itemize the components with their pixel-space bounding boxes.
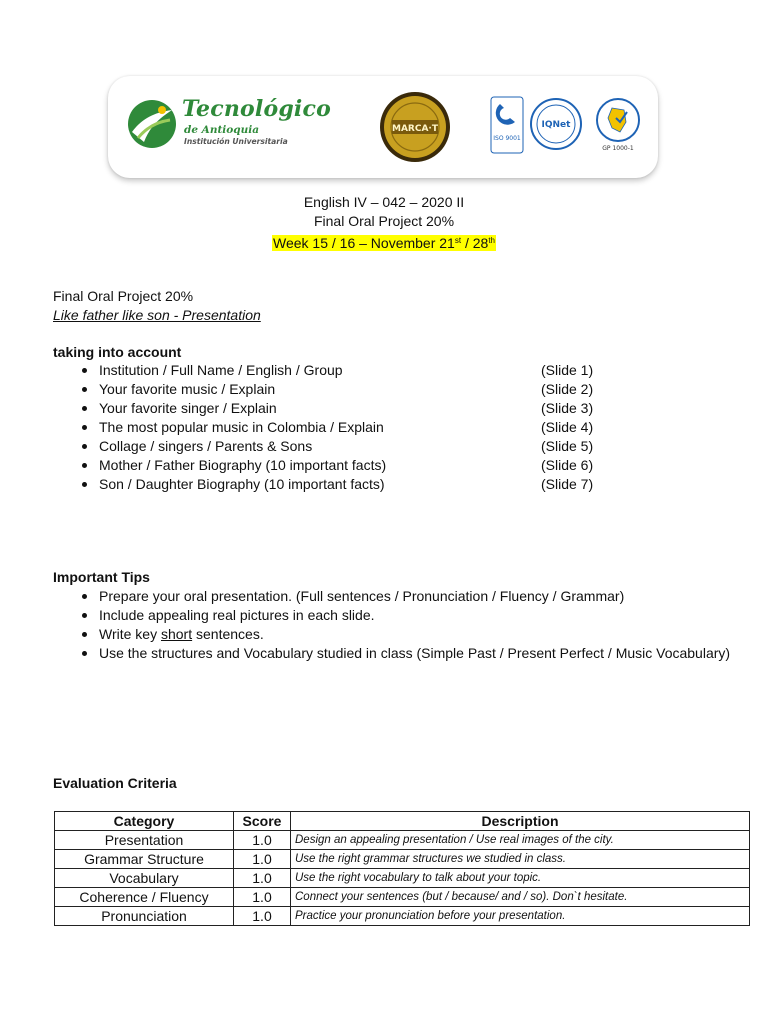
- category-cell: Grammar Structure: [55, 850, 234, 869]
- column-header-score: Score: [234, 812, 291, 831]
- slide-ref: (Slide 2): [541, 381, 594, 397]
- list-item: Mother / Father Biography (10 important facts) (Slide 6): [76, 456, 636, 475]
- course-line: English IV – 042 – 2020 II: [303, 194, 465, 210]
- project-subtitle: Like father like son - Presentation: [53, 307, 261, 323]
- table-row: [55, 831, 750, 850]
- date-highlight: Week 15 / 16 – November 21st / 28th: [273, 235, 495, 251]
- evaluation-heading: Evaluation Criteria: [53, 775, 177, 791]
- project-weight-line: Final Oral Project 20%: [313, 213, 455, 229]
- colombia-certification-icon: [594, 96, 642, 154]
- description-cell: Connect your sentences (but / because/ and / so). Don`t hesitate.: [291, 888, 750, 907]
- list-item: Include appealing real pictures in each slide.: [76, 606, 739, 625]
- logo-tagline: Institución Universitaria: [184, 137, 288, 146]
- score-cell: 1.0: [234, 888, 291, 907]
- category-cell: Coherence / Fluency: [55, 888, 234, 907]
- list-item: Write key short sentences.: [76, 625, 739, 644]
- slide-ref: (Slide 1): [541, 362, 594, 378]
- cert-label-1: ISO 9001: [493, 135, 521, 142]
- list-item: Your favorite singer / Explain (Slide 3): [76, 399, 636, 418]
- table-row: [55, 888, 750, 907]
- category-cell: Pronunciation: [55, 907, 234, 926]
- table-row: [55, 850, 750, 869]
- iqnet-certification-icon: [530, 96, 582, 152]
- account-heading: taking into account: [53, 344, 182, 360]
- account-list: [76, 361, 636, 494]
- score-cell: 1.0: [234, 831, 291, 850]
- project-title: Final Oral Project 20%: [53, 288, 194, 304]
- table-header-row: [55, 812, 750, 831]
- evaluation-table: [54, 811, 750, 926]
- description-cell: Use the right grammar structures we studied in class.: [291, 850, 750, 869]
- list-item: Your favorite music / Explain (Slide 2): [76, 380, 636, 399]
- description-cell: Design an appealing presentation / Use real images of the city.: [291, 831, 750, 850]
- date-line: [0, 231, 768, 253]
- description-cell: Use the right vocabulary to talk about your topic.: [291, 869, 750, 888]
- marca-t-seal-icon: [378, 90, 452, 164]
- list-item: Institution / Full Name / English / Group (Slide 1): [76, 361, 636, 380]
- slide-ref: (Slide 7): [541, 476, 594, 492]
- slide-ref: (Slide 4): [541, 419, 594, 435]
- category-cell: Presentation: [55, 831, 234, 850]
- slide-ref: (Slide 3): [541, 400, 594, 416]
- score-cell: 1.0: [234, 907, 291, 926]
- list-item: Prepare your oral presentation. (Full sentences / Pronunciation / Fluency / Grammar): [76, 587, 739, 606]
- institution-banner: [108, 76, 658, 178]
- table-row: [55, 869, 750, 888]
- column-header-description: Description: [291, 812, 750, 831]
- list-item: The most popular music in Colombia / Explain (Slide 4): [76, 418, 636, 437]
- list-item: Use the structures and Vocabulary studied in class (Simple Past / Present Perfect / Music Vocabulary): [76, 644, 739, 663]
- list-item: Son / Daughter Biography (10 important facts) (Slide 7): [76, 475, 636, 494]
- column-header-category: Category: [55, 812, 234, 831]
- category-cell: Vocabulary: [55, 869, 234, 888]
- logo-subtitle: de Antioquia: [184, 124, 260, 136]
- cert-label-2: IQNet: [541, 120, 571, 130]
- description-cell: Practice your pronunciation before your presentation.: [291, 907, 750, 926]
- score-cell: 1.0: [234, 869, 291, 888]
- score-cell: 1.0: [234, 850, 291, 869]
- cert-label-3: GP 1000-1: [602, 145, 634, 152]
- tips-heading: Important Tips: [53, 569, 150, 585]
- list-item: Collage / singers / Parents & Sons (Slide 5): [76, 437, 636, 456]
- iso-certification-icon: [490, 96, 524, 154]
- slide-ref: (Slide 5): [541, 438, 594, 454]
- slide-ref: (Slide 6): [541, 457, 594, 473]
- logo-title: Tecnológico: [182, 96, 331, 122]
- tips-list: [76, 587, 739, 663]
- seal-text: MARCA·T: [392, 124, 438, 134]
- tecnologico-logo-icon: [126, 98, 178, 150]
- table-row: [55, 907, 750, 926]
